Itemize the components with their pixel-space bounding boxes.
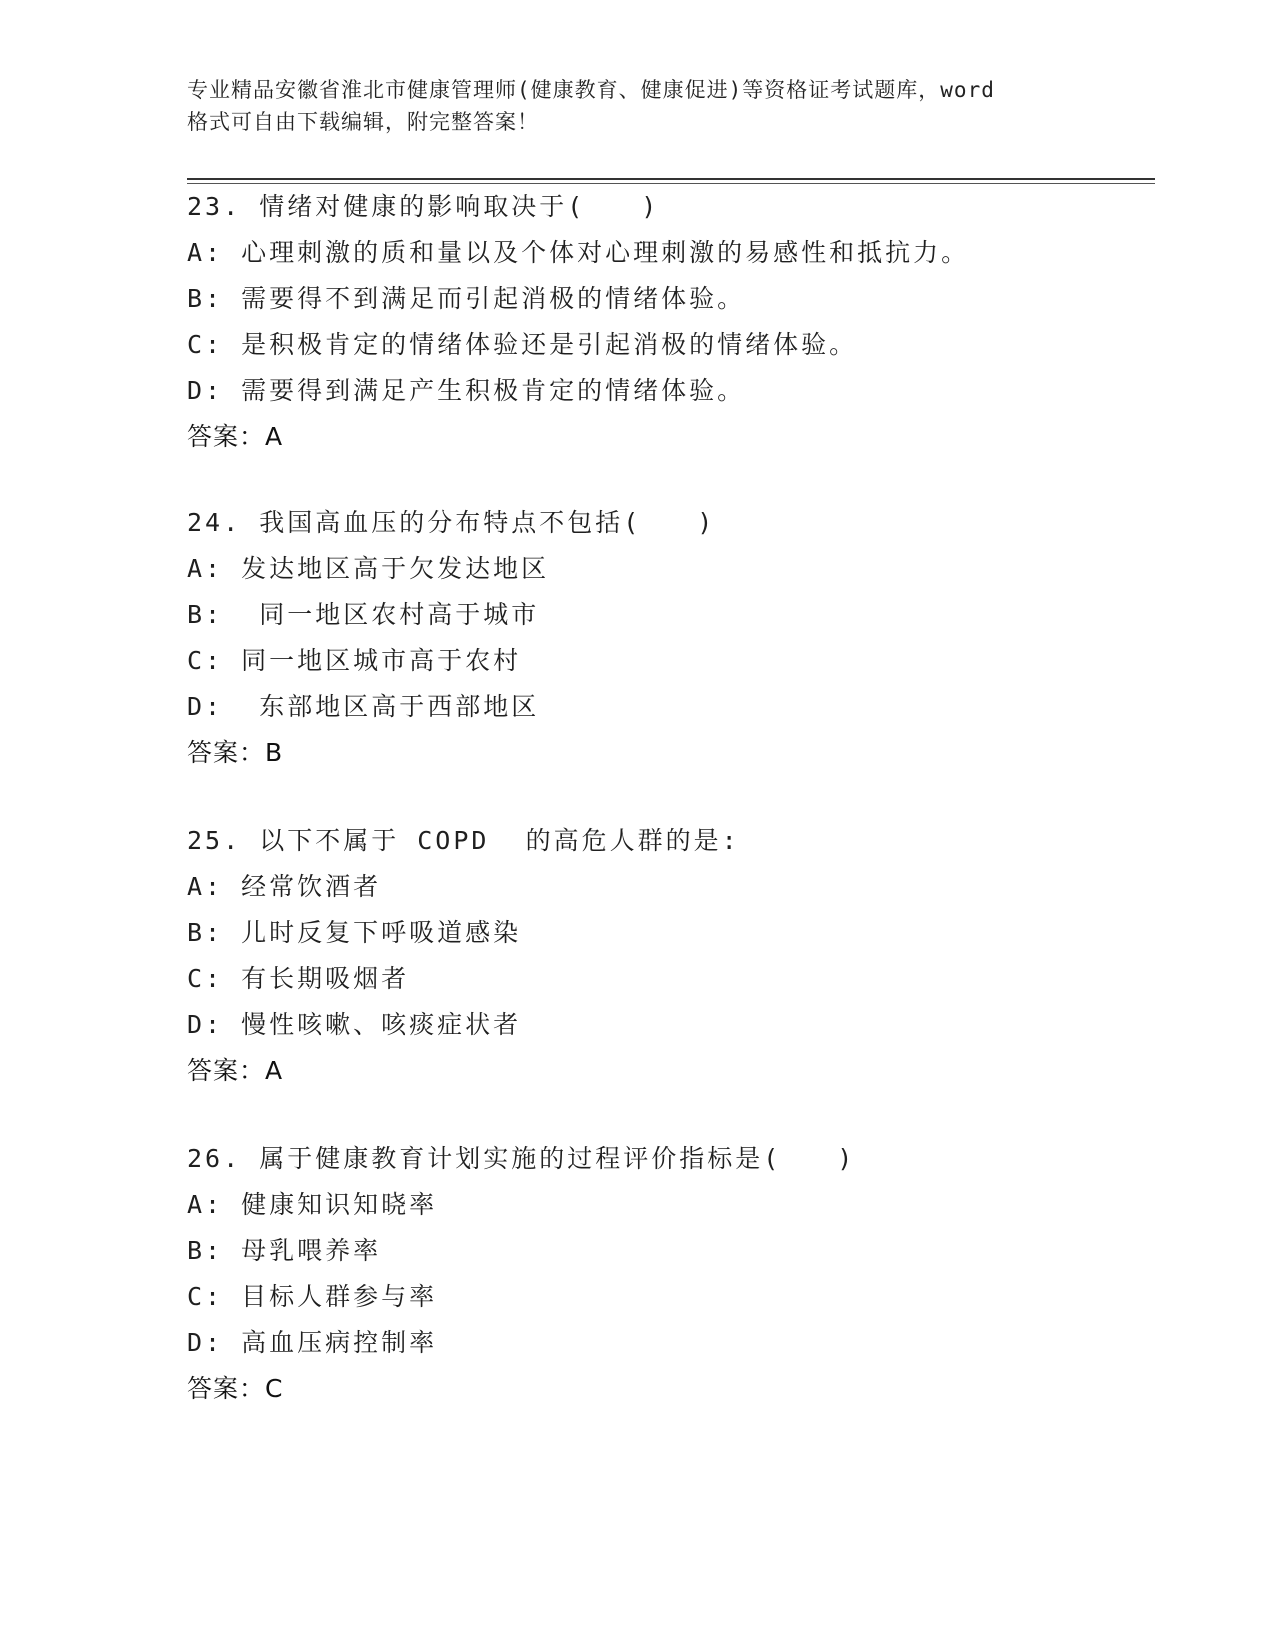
answer-label: 答案：A	[187, 1056, 284, 1085]
question-stem: 24. 我国高血压的分布特点不包括( )	[187, 508, 716, 537]
option-a: A: 健康知识知晓率	[187, 1190, 438, 1219]
option-a: A: 经常饮酒者	[187, 872, 382, 901]
question-25	[187, 818, 1147, 1094]
header-divider-thick	[187, 178, 1155, 180]
option-c: C: 是积极肯定的情绪体验还是引起消极的情绪体验。	[187, 330, 858, 359]
question-26	[187, 1136, 1147, 1412]
answer-label: 答案：B	[187, 738, 284, 767]
option-c: C: 目标人群参与率	[187, 1282, 438, 1311]
option-b: B: 同一地区农村高于城市	[187, 600, 540, 629]
option-d: D: 东部地区高于西部地区	[187, 692, 540, 721]
document-header	[187, 74, 1087, 138]
question-24	[187, 500, 1147, 776]
answer-label: 答案：A	[187, 422, 284, 451]
question-23	[187, 184, 1147, 460]
answer-label: 答案：C	[187, 1374, 284, 1403]
question-stem: 25. 以下不属于 COPD 的高危人群的是:	[187, 826, 740, 855]
option-d: D: 需要得到满足产生积极肯定的情绪体验。	[187, 376, 746, 405]
option-c: C: 有长期吸烟者	[187, 964, 410, 993]
option-b: B: 儿时反复下呼吸道感染	[187, 918, 522, 947]
option-d: D: 高血压病控制率	[187, 1328, 438, 1357]
question-stem: 23. 情绪对健康的影响取决于( )	[187, 192, 660, 221]
option-d: D: 慢性咳嗽、咳痰症状者	[187, 1010, 522, 1039]
option-c: C: 同一地区城市高于农村	[187, 646, 522, 675]
question-stem: 26. 属于健康教育计划实施的过程评价指标是( )	[187, 1144, 856, 1173]
option-a: A: 发达地区高于欠发达地区	[187, 554, 550, 583]
option-b: B: 需要得不到满足而引起消极的情绪体验。	[187, 284, 746, 313]
option-b: B: 母乳喂养率	[187, 1236, 382, 1265]
header-line-2: 格式可自由下载编辑，附完整答案！	[187, 110, 539, 134]
option-a: A: 心理刺激的质和量以及个体对心理刺激的易感性和抵抗力。	[187, 238, 970, 267]
header-line-1: 专业精品安徽省淮北市健康管理师(健康教育、健康促进)等资格证考试题库，word	[187, 78, 995, 102]
